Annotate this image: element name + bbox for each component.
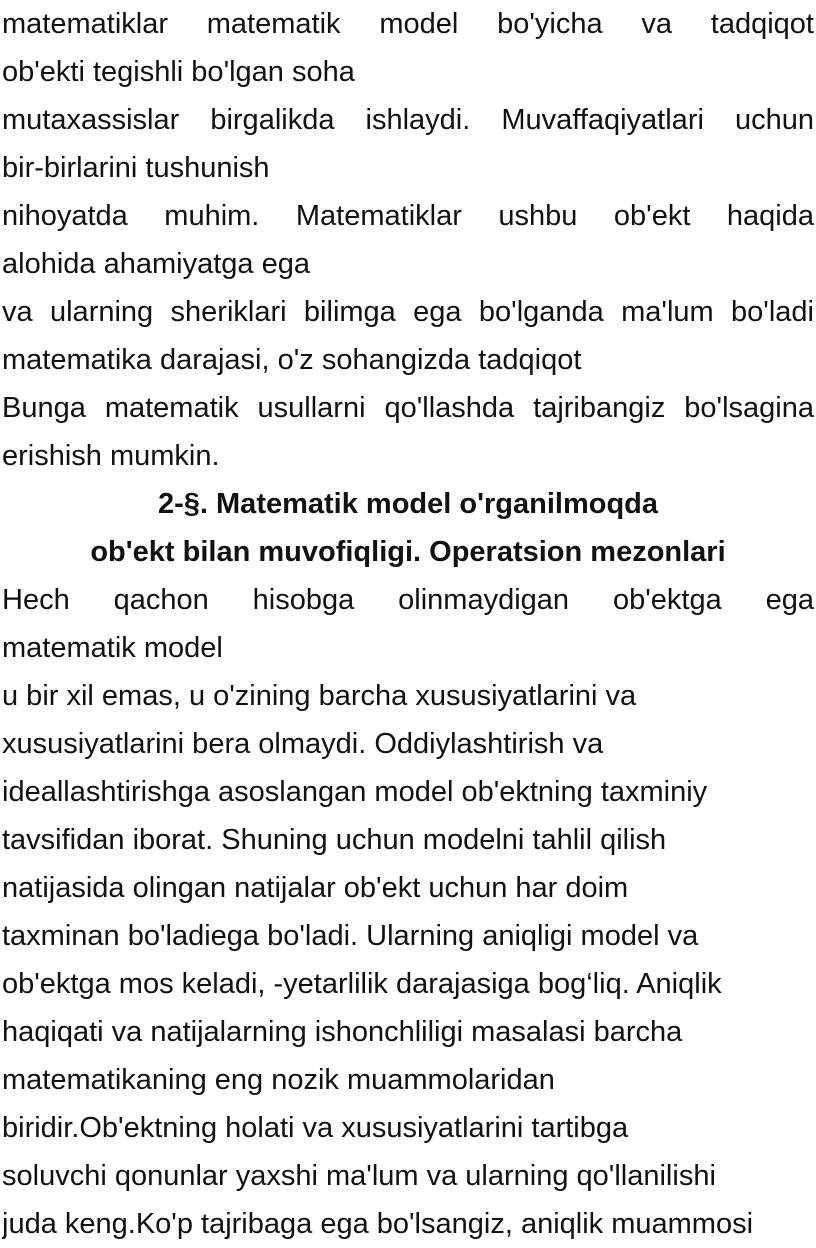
text-line: matematika darajasi, o'z sohangizda tadqiqot xyxy=(2,344,582,376)
text-line: Hech qachon hisobga olinmaydigan ob'ektga ega xyxy=(2,584,814,616)
text-line: matematiklar matematik model bo'yicha va tadqiqot xyxy=(2,8,814,40)
text-line: natijasida olingan natijalar ob'ekt uchun har doim xyxy=(2,872,629,904)
section-heading-line-1: 2-§. Matematik model o'rganilmoqda xyxy=(158,488,658,520)
text-line: haqiqati va natijalarning ishonchliligi masalasi barcha xyxy=(2,1016,683,1048)
section-heading-line-2: ob'ekt bilan muvofiqligi. Operatsion mezonlari xyxy=(90,536,726,568)
section-heading xyxy=(2,480,816,576)
text-line: va ularning sheriklari bilimga ega bo'lganda ma'lum bo'ladi xyxy=(2,296,814,328)
text-line: Bunga matematik usullarni qo'llashda tajribangiz bo'lsagina xyxy=(2,392,814,424)
text-line: soluvchi qonunlar yaxshi ma'lum va ularning qo'llanilishi xyxy=(2,1160,716,1192)
text-line: matematik model xyxy=(2,632,223,664)
text-line: xususiyatlarini bera olmaydi. Oddiylashtirish va xyxy=(2,728,604,760)
text-line: taxminan bo'ladiega bo'ladi. Ularning aniqligi model va xyxy=(2,920,699,952)
paragraph-body xyxy=(2,576,816,1248)
text-line: biridir.Ob'ektning holati va xususiyatlarini tartibga xyxy=(2,1112,629,1144)
text-line: ob'ekti tegishli bo'lgan soha xyxy=(2,56,355,88)
text-line: alohida ahamiyatga ega xyxy=(2,248,310,280)
text-line: ideallashtirishga asoslangan model ob'ektning taxminiy xyxy=(2,776,708,808)
paragraph-intro xyxy=(2,0,816,480)
text-line: bir-birlarini tushunish xyxy=(2,152,270,184)
text-line: u bir xil emas, u o'zining barcha xususiyatlarini va xyxy=(2,680,637,712)
text-line: nihoyatda muhim. Matematiklar ushbu ob'ekt haqida xyxy=(2,200,814,232)
text-line: mutaxassislar birgalikda ishlaydi. Muvaffaqiyatlari uchun xyxy=(2,104,814,136)
text-line: erishish mumkin. xyxy=(2,440,220,472)
text-line: matematikaning eng nozik muammolaridan xyxy=(2,1064,555,1096)
text-line: tavsifidan iborat. Shuning uchun modelni tahlil qilish xyxy=(2,824,667,856)
text-line: ob'ektga mos keladi, -yetarlilik darajasiga bog‘liq. Aniqlik xyxy=(2,968,722,1000)
text-line: juda keng.Ko'p tajribaga ega bo'lsangiz, aniqlik muammosi xyxy=(2,1208,754,1240)
